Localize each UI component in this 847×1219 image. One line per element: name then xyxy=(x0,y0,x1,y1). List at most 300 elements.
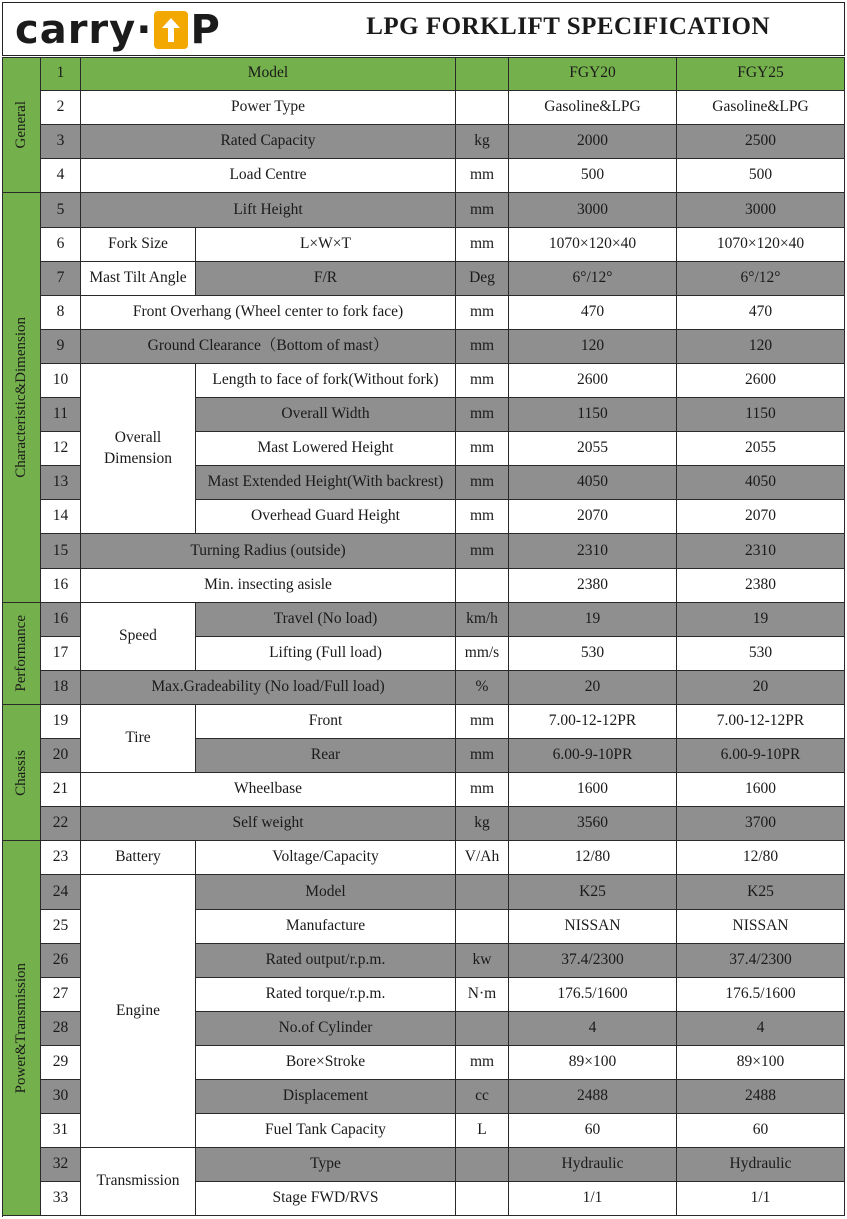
row-item xyxy=(196,364,456,398)
row-number xyxy=(41,637,81,671)
row-unit-text: mm xyxy=(469,473,495,491)
row-number-text: 16 xyxy=(52,576,69,594)
row-unit xyxy=(456,807,509,841)
row-item-text: Bore×Stroke xyxy=(285,1053,366,1071)
row-item-text: L×W×T xyxy=(299,235,352,253)
value-fgy20 xyxy=(509,57,677,91)
value-fgy25-text: 4050 xyxy=(745,473,776,491)
row-number xyxy=(41,705,81,739)
value-fgy25 xyxy=(677,1182,845,1216)
value-fgy25-text: 19 xyxy=(752,610,769,628)
value-fgy25-text: K25 xyxy=(747,882,774,900)
row-unit-text: N·m xyxy=(467,985,497,1003)
row-item xyxy=(81,296,456,330)
value-fgy20-text: 6°/12° xyxy=(572,269,613,287)
value-fgy20-text: 470 xyxy=(580,303,605,321)
row-item-text: Fuel Tank Capacity xyxy=(265,1121,386,1139)
row-unit xyxy=(456,330,509,364)
row-number-text: 17 xyxy=(52,644,69,662)
row-item xyxy=(81,193,456,228)
value-fgy20 xyxy=(509,807,677,841)
value-fgy20-text: 4 xyxy=(588,1019,597,1037)
row-item-text: Max.Gradeability (No load/Full load) xyxy=(151,678,385,696)
row-number xyxy=(41,1046,81,1080)
value-fgy25 xyxy=(677,603,845,637)
value-fgy25 xyxy=(677,875,845,910)
row-number-text: 3 xyxy=(56,132,65,150)
value-fgy20 xyxy=(509,1046,677,1080)
row-item-text: Type xyxy=(310,1155,341,1173)
value-fgy20-text: 12/80 xyxy=(574,848,611,866)
row-item-text: Front xyxy=(308,712,343,730)
value-fgy25-text: Hydraulic xyxy=(729,1155,792,1173)
row-unit xyxy=(456,432,509,466)
row-unit xyxy=(456,739,509,773)
group-label xyxy=(81,228,196,262)
row-number-text: 1 xyxy=(56,64,65,82)
value-fgy25-text: 1600 xyxy=(745,780,776,798)
value-fgy20-text: FGY20 xyxy=(569,64,616,82)
value-fgy25-text: 3700 xyxy=(745,814,776,832)
value-fgy20 xyxy=(509,330,677,364)
group-label xyxy=(81,603,196,671)
value-fgy20 xyxy=(509,262,677,296)
row-item xyxy=(196,705,456,739)
row-number xyxy=(41,91,81,125)
value-fgy20-text: 60 xyxy=(584,1121,601,1139)
value-fgy20 xyxy=(509,193,677,228)
row-unit-text: kg xyxy=(474,814,490,832)
row-unit xyxy=(456,978,509,1012)
row-number xyxy=(41,841,81,875)
row-item xyxy=(81,671,456,705)
row-unit-text: % xyxy=(475,678,489,696)
row-number-text: 21 xyxy=(52,780,69,798)
value-fgy25 xyxy=(677,296,845,330)
value-fgy25 xyxy=(677,432,845,466)
row-number-text: 24 xyxy=(52,882,69,900)
row-unit xyxy=(456,1114,509,1148)
value-fgy25 xyxy=(677,978,845,1012)
row-unit xyxy=(456,1182,509,1216)
page-title: LPG FORKLIFT SPECIFICATION xyxy=(366,13,770,40)
value-fgy25 xyxy=(677,1114,845,1148)
row-number xyxy=(41,1114,81,1148)
row-item xyxy=(196,262,456,296)
value-fgy25-text: 6.00-9-10PR xyxy=(720,746,801,764)
value-fgy25-text: 2055 xyxy=(745,439,776,457)
value-fgy20-text: 2380 xyxy=(577,576,608,594)
value-fgy25-text: 500 xyxy=(748,166,773,184)
value-fgy25-text: 120 xyxy=(748,337,773,355)
value-fgy25-text: 12/80 xyxy=(742,848,779,866)
row-item xyxy=(196,432,456,466)
value-fgy20 xyxy=(509,569,677,603)
value-fgy20-text: 7.00-12-12PR xyxy=(548,712,637,730)
row-number xyxy=(41,364,81,398)
row-unit xyxy=(456,671,509,705)
row-unit-text: mm xyxy=(469,235,495,253)
row-item-text: Model xyxy=(247,64,289,82)
row-unit-text: mm xyxy=(469,405,495,423)
value-fgy20-text: 20 xyxy=(584,678,601,696)
row-item xyxy=(196,841,456,875)
row-number-text: 16 xyxy=(52,610,69,628)
value-fgy20-text: Hydraulic xyxy=(561,1155,624,1173)
row-number xyxy=(41,773,81,807)
row-item xyxy=(196,978,456,1012)
value-fgy20 xyxy=(509,91,677,125)
value-fgy20-text: 3560 xyxy=(577,814,608,832)
value-fgy20-text: 2000 xyxy=(577,132,608,150)
row-number xyxy=(41,262,81,296)
row-unit xyxy=(456,705,509,739)
value-fgy20-text: 1600 xyxy=(577,780,608,798)
row-item xyxy=(196,739,456,773)
value-fgy25-text: 470 xyxy=(748,303,773,321)
value-fgy25 xyxy=(677,671,845,705)
row-number-text: 19 xyxy=(52,712,69,730)
header-bar xyxy=(2,2,845,56)
value-fgy25 xyxy=(677,773,845,807)
group-label-text: Battery xyxy=(115,848,161,866)
row-number-text: 6 xyxy=(56,235,65,253)
row-unit-text: mm xyxy=(469,541,495,559)
row-item-text: Power Type xyxy=(231,98,305,116)
group-label xyxy=(81,705,196,773)
row-item xyxy=(81,569,456,603)
value-fgy20-text: 1150 xyxy=(577,405,608,423)
row-number-text: 28 xyxy=(52,1019,69,1037)
value-fgy25 xyxy=(677,1080,845,1114)
value-fgy25 xyxy=(677,466,845,500)
value-fgy20-text: 2055 xyxy=(577,439,608,457)
row-number-text: 13 xyxy=(52,473,69,491)
value-fgy25-text: 20 xyxy=(752,678,769,696)
row-unit xyxy=(456,1148,509,1182)
value-fgy20-text: 2070 xyxy=(577,507,608,525)
value-fgy20 xyxy=(509,637,677,671)
value-fgy25-text: 1150 xyxy=(745,405,776,423)
value-fgy25 xyxy=(677,193,845,228)
row-item xyxy=(196,228,456,262)
value-fgy20-text: 2600 xyxy=(577,371,608,389)
row-unit xyxy=(456,944,509,978)
value-fgy25-text: 2310 xyxy=(745,541,776,559)
row-unit-text: mm xyxy=(469,439,495,457)
brand-text-right: P xyxy=(190,7,221,53)
row-number-text: 20 xyxy=(52,746,69,764)
value-fgy25 xyxy=(677,125,845,159)
section-general xyxy=(2,57,41,193)
row-unit-text: mm xyxy=(469,1053,495,1071)
row-number-text: 33 xyxy=(52,1189,69,1207)
row-unit-text: mm xyxy=(469,371,495,389)
row-item xyxy=(196,1046,456,1080)
row-number xyxy=(41,807,81,841)
row-number xyxy=(41,432,81,466)
row-item-text: Rear xyxy=(310,746,341,764)
section-label: Power&Transmission xyxy=(12,962,29,1094)
row-number xyxy=(41,944,81,978)
row-number xyxy=(41,296,81,330)
row-unit-text: mm/s xyxy=(464,644,500,662)
value-fgy25-text: 60 xyxy=(752,1121,769,1139)
value-fgy20 xyxy=(509,432,677,466)
value-fgy25-text: 2070 xyxy=(745,507,776,525)
row-item-text: Lifting (Full load) xyxy=(269,644,382,662)
up-arrow-icon xyxy=(154,11,188,49)
value-fgy20 xyxy=(509,773,677,807)
row-unit xyxy=(456,364,509,398)
value-fgy25 xyxy=(677,398,845,432)
value-fgy25-text: 2488 xyxy=(745,1087,776,1105)
value-fgy20-text: 19 xyxy=(584,610,601,628)
value-fgy20-text: 176.5/1600 xyxy=(557,985,628,1003)
group-label xyxy=(81,262,196,296)
value-fgy20-text: 1070×120×40 xyxy=(548,235,637,253)
row-unit-text: mm xyxy=(469,200,495,218)
value-fgy20 xyxy=(509,841,677,875)
row-item xyxy=(81,330,456,364)
value-fgy20-text: Gasoline&LPG xyxy=(544,98,641,116)
row-item-text: Displacement xyxy=(282,1087,369,1105)
row-item xyxy=(196,603,456,637)
row-number xyxy=(41,330,81,364)
value-fgy25 xyxy=(677,637,845,671)
row-unit xyxy=(456,637,509,671)
row-number xyxy=(41,875,81,910)
value-fgy20 xyxy=(509,1182,677,1216)
value-fgy20 xyxy=(509,944,677,978)
section-performance xyxy=(2,603,41,705)
value-fgy20 xyxy=(509,978,677,1012)
row-item-text: Turning Radius (outside) xyxy=(190,541,346,559)
value-fgy20 xyxy=(509,1012,677,1046)
row-number xyxy=(41,1012,81,1046)
row-number-text: 5 xyxy=(56,200,65,218)
row-unit xyxy=(456,1046,509,1080)
row-unit xyxy=(456,569,509,603)
row-number-text: 29 xyxy=(52,1053,69,1071)
value-fgy25 xyxy=(677,1046,845,1080)
row-unit xyxy=(456,159,509,193)
row-unit-text: L xyxy=(477,1121,487,1139)
row-item-text: Overall Width xyxy=(281,405,370,423)
row-item xyxy=(196,466,456,500)
row-unit-text: km/h xyxy=(466,610,498,628)
row-number-text: 11 xyxy=(53,405,68,423)
value-fgy25-text: 1070×120×40 xyxy=(716,235,805,253)
row-unit-text: mm xyxy=(469,780,495,798)
row-number xyxy=(41,193,81,228)
row-item-text: Manufacture xyxy=(285,917,366,935)
row-item xyxy=(196,944,456,978)
section-label: General xyxy=(12,100,29,149)
row-item xyxy=(196,1114,456,1148)
row-number xyxy=(41,1182,81,1216)
group-label-text: Overall Dimension xyxy=(103,428,173,467)
value-fgy20-text: 89×100 xyxy=(568,1053,617,1071)
value-fgy20 xyxy=(509,125,677,159)
row-unit xyxy=(456,841,509,875)
row-item xyxy=(81,57,456,91)
group-label xyxy=(81,1148,196,1216)
row-unit xyxy=(456,296,509,330)
value-fgy20-text: 37.4/2300 xyxy=(561,951,624,969)
row-item xyxy=(81,159,456,193)
value-fgy25 xyxy=(677,91,845,125)
row-unit xyxy=(456,875,509,910)
value-fgy20 xyxy=(509,296,677,330)
row-number xyxy=(41,569,81,603)
value-fgy25 xyxy=(677,841,845,875)
row-number xyxy=(41,671,81,705)
value-fgy20-text: 2488 xyxy=(577,1087,608,1105)
value-fgy25 xyxy=(677,534,845,569)
value-fgy20-text: K25 xyxy=(579,882,606,900)
value-fgy25 xyxy=(677,364,845,398)
row-unit-text: mm xyxy=(469,712,495,730)
row-unit xyxy=(456,91,509,125)
row-number xyxy=(41,398,81,432)
row-number-text: 18 xyxy=(52,678,69,696)
row-unit xyxy=(456,1012,509,1046)
row-unit xyxy=(456,398,509,432)
value-fgy25-text: 530 xyxy=(748,644,773,662)
row-number xyxy=(41,125,81,159)
row-item-text: Mast Lowered Height xyxy=(257,439,394,457)
value-fgy25 xyxy=(677,807,845,841)
row-number-text: 7 xyxy=(56,269,65,287)
value-fgy20 xyxy=(509,159,677,193)
value-fgy20-text: NISSAN xyxy=(564,917,621,935)
row-number-text: 10 xyxy=(52,371,69,389)
row-unit xyxy=(456,57,509,91)
row-item xyxy=(196,1148,456,1182)
row-unit-text: mm xyxy=(469,166,495,184)
row-item-text: Stage FWD/RVS xyxy=(272,1189,379,1207)
brand-text-left: carry· xyxy=(15,7,153,53)
row-number-text: 12 xyxy=(52,439,69,457)
row-number-text: 25 xyxy=(52,917,69,935)
value-fgy25-text: 2500 xyxy=(745,132,776,150)
value-fgy25-text: 6°/12° xyxy=(740,269,781,287)
row-unit xyxy=(456,1080,509,1114)
row-unit xyxy=(456,773,509,807)
value-fgy20 xyxy=(509,228,677,262)
row-item-text: Rated output/r.p.m. xyxy=(265,951,386,969)
row-item-text: Lift Height xyxy=(233,200,303,218)
row-number xyxy=(41,466,81,500)
value-fgy20-text: 2310 xyxy=(577,541,608,559)
row-number-text: 14 xyxy=(52,507,69,525)
row-number xyxy=(41,159,81,193)
value-fgy25-text: 176.5/1600 xyxy=(725,985,796,1003)
row-unit-text: mm xyxy=(469,746,495,764)
row-number-text: 32 xyxy=(52,1155,69,1173)
value-fgy25-text: 89×100 xyxy=(736,1053,785,1071)
row-item-text: Wheelbase xyxy=(234,780,302,798)
group-label-text: Speed xyxy=(119,627,157,645)
row-unit xyxy=(456,534,509,569)
row-unit xyxy=(456,910,509,944)
value-fgy20 xyxy=(509,739,677,773)
row-item xyxy=(196,875,456,910)
row-number xyxy=(41,534,81,569)
row-number-text: 30 xyxy=(52,1087,69,1105)
value-fgy25 xyxy=(677,705,845,739)
value-fgy25 xyxy=(677,569,845,603)
row-number xyxy=(41,500,81,534)
value-fgy25-text: 37.4/2300 xyxy=(729,951,792,969)
row-unit xyxy=(456,500,509,534)
row-unit-text: kg xyxy=(474,132,490,150)
row-item-text: Travel (No load) xyxy=(273,610,378,628)
row-number xyxy=(41,228,81,262)
value-fgy25-text: 2380 xyxy=(745,576,776,594)
value-fgy20-text: 6.00-9-10PR xyxy=(552,746,633,764)
value-fgy20-text: 120 xyxy=(580,337,605,355)
value-fgy20-text: 4050 xyxy=(577,473,608,491)
row-number-text: 22 xyxy=(52,814,69,832)
row-item xyxy=(196,500,456,534)
row-unit-text: kw xyxy=(472,951,492,969)
section-label: Chassis xyxy=(12,749,29,796)
row-item-text: Self weight xyxy=(232,814,304,832)
value-fgy20 xyxy=(509,364,677,398)
row-number-text: 2 xyxy=(56,98,65,116)
row-item xyxy=(81,534,456,569)
row-item xyxy=(81,773,456,807)
value-fgy20 xyxy=(509,705,677,739)
value-fgy25 xyxy=(677,228,845,262)
row-item xyxy=(196,398,456,432)
row-item xyxy=(81,91,456,125)
value-fgy25-text: 2600 xyxy=(745,371,776,389)
value-fgy25 xyxy=(677,1012,845,1046)
value-fgy25-text: NISSAN xyxy=(732,917,789,935)
value-fgy20-text: 1/1 xyxy=(582,1189,603,1207)
row-unit-text: V/Ah xyxy=(464,848,500,866)
row-item-text: No.of Cylinder xyxy=(278,1019,373,1037)
row-item xyxy=(81,807,456,841)
row-unit xyxy=(456,603,509,637)
group-label-text: Transmission xyxy=(96,1172,180,1190)
value-fgy20 xyxy=(509,500,677,534)
value-fgy20-text: 530 xyxy=(580,644,605,662)
value-fgy20 xyxy=(509,1114,677,1148)
group-label xyxy=(81,364,196,534)
group-label-text: Engine xyxy=(116,1001,160,1019)
value-fgy25 xyxy=(677,910,845,944)
value-fgy20 xyxy=(509,534,677,569)
row-unit xyxy=(456,125,509,159)
row-number-text: 26 xyxy=(52,951,69,969)
value-fgy25-text: 7.00-12-12PR xyxy=(716,712,805,730)
row-item xyxy=(196,910,456,944)
row-item-text: Length to face of fork(Without fork) xyxy=(212,371,439,389)
row-unit-text: mm xyxy=(469,337,495,355)
value-fgy20-text: 3000 xyxy=(577,200,608,218)
value-fgy25 xyxy=(677,57,845,91)
row-unit xyxy=(456,193,509,228)
row-item-text: Mast Extended Height(With backrest) xyxy=(207,473,444,491)
section-label: Characteristic&Dimension xyxy=(12,317,29,478)
row-item-text: Model xyxy=(305,882,346,900)
row-number-text: 15 xyxy=(52,541,69,559)
row-number-text: 23 xyxy=(52,848,69,866)
